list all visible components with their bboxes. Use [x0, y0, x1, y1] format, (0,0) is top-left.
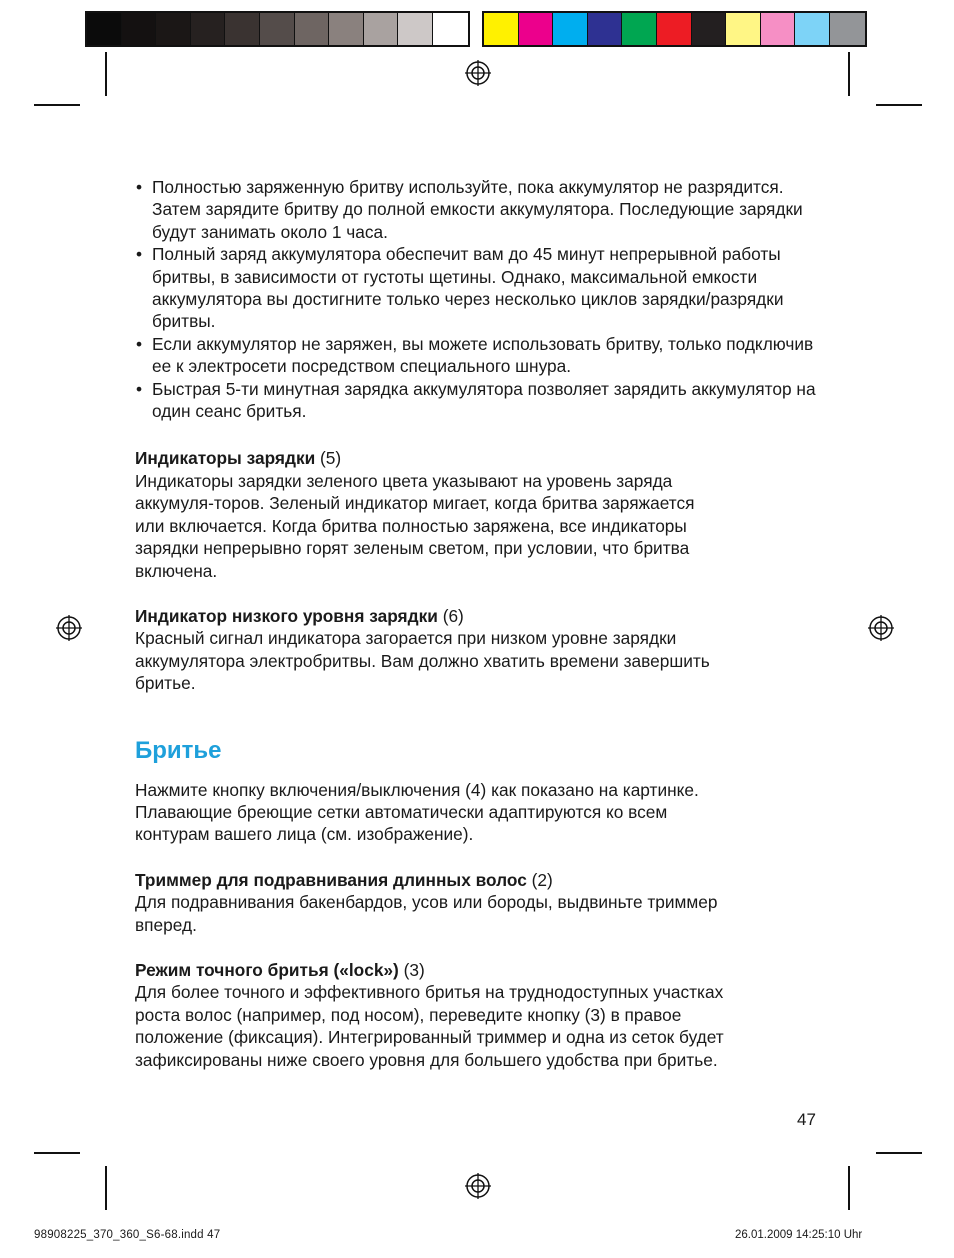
- calibration-swatch: [692, 13, 727, 45]
- lock-mode-section: [135, 959, 825, 1071]
- calibration-swatch: [225, 13, 260, 45]
- slug-datetime: 26.01.2009 14:25:10 Uhr: [735, 1229, 863, 1241]
- calibration-swatch: [191, 13, 226, 45]
- bullet-icon: •: [136, 333, 143, 354]
- calibration-swatch: [484, 13, 519, 45]
- calibration-swatch: [726, 13, 761, 45]
- shaving-heading: Бритье: [135, 736, 222, 764]
- crop-mark-top-left-h: [34, 104, 80, 106]
- slug-filename: 98908225_370_360_S6-68.indd 47: [34, 1229, 221, 1241]
- paragraph-line: аккумуля-торов. Зеленый индикатор мигает, когда бритва заряжается: [135, 493, 695, 514]
- paragraph-line: Красный сигнал индикатора загорается при низком уровне зарядки: [135, 628, 677, 649]
- calibration-swatch: [795, 13, 830, 45]
- calibration-swatch: [553, 13, 588, 45]
- shaving-section: [135, 779, 825, 846]
- calibration-swatch: [830, 13, 865, 45]
- calibration-swatch: [622, 13, 657, 45]
- paragraph-line: Плавающие бреющие сетки автоматически адаптируются ко всем: [135, 801, 668, 822]
- calibration-swatch: [588, 13, 623, 45]
- crop-mark-bottom-right-v: [848, 1166, 850, 1210]
- bullet-icon: •: [136, 378, 143, 399]
- crop-mark-bottom-left-v: [105, 1166, 107, 1210]
- charge-indicators-section: [135, 447, 825, 581]
- registration-mark-left-icon: [56, 615, 82, 641]
- paragraph-line: Для более точного и эффективного бритья на труднодоступных участках: [135, 982, 724, 1003]
- calibration-swatch: [398, 13, 433, 45]
- registration-mark-right-icon: [868, 615, 894, 641]
- calibration-swatch: [657, 13, 692, 45]
- calibration-swatch: [295, 13, 330, 45]
- paragraph-line: положение (фиксация). Интегрированный триммер и одна из сеток будет: [135, 1027, 724, 1048]
- calibration-swatch: [329, 13, 364, 45]
- paragraph-line: зафиксированы ниже своего уровня для большего удобства при бритье.: [135, 1049, 718, 1070]
- registration-mark-bottom-icon: [465, 1173, 491, 1199]
- page-number: 47: [797, 1110, 816, 1129]
- section-title: Индикаторы зарядки (5): [135, 448, 342, 469]
- low-charge-section: [135, 605, 825, 695]
- paragraph-line: аккумулятора электробритвы. Вам должно хватить времени завершить: [135, 650, 710, 671]
- paragraph-line: роста волос (например, под носом), переведите кнопку (3) в правое: [135, 1004, 682, 1025]
- paragraph-line: или включается. Когда бритва полностью заряжена, все индикаторы: [135, 515, 687, 536]
- list-item: • Если аккумулятор не заряжен, вы можете использовать бритву, только подключив ее к электросети посредством специального шнура.: [136, 333, 814, 377]
- paragraph-line: Нажмите кнопку включения/выключения (4) как показано на картинке.: [135, 779, 699, 800]
- crop-mark-top-right-h: [876, 104, 922, 106]
- charging-tips-list: [135, 176, 825, 422]
- calibration-swatch: [364, 13, 399, 45]
- calibration-swatch: [260, 13, 295, 45]
- paragraph-line: Индикаторы зарядки зеленого цвета указывают на уровень заряда: [135, 470, 673, 491]
- page-content: [135, 176, 825, 1071]
- list-item: • Полностью заряженную бритву используйте, пока аккумулятор не разрядится. Затем зарядите бритву до полной емкости аккумулятора. Последующие зарядки будут занимать около 1 часа.: [136, 177, 803, 242]
- paragraph-line: зарядки непрерывно горят зеленым светом, при условии, что бритва: [135, 538, 690, 559]
- paragraph-line: Для подравнивания бакенбардов, усов или бороды, выдвиньте триммер: [135, 892, 718, 913]
- bullet-icon: •: [136, 177, 143, 197]
- calibration-swatch: [761, 13, 796, 45]
- calibration-swatch: [519, 13, 554, 45]
- section-title: Режим точного бритья («lock») (3): [135, 959, 425, 980]
- calibration-swatch: [433, 13, 468, 45]
- bullet-icon: •: [136, 244, 143, 265]
- paragraph-line: вперед.: [135, 914, 197, 935]
- registration-mark-top-icon: [465, 60, 491, 86]
- crop-mark-bottom-left-h: [34, 1152, 80, 1154]
- section-title: Триммер для подравнивания длинных волос (2): [135, 869, 553, 890]
- paragraph-line: бритье.: [135, 673, 196, 694]
- color-calibration-bar: [482, 11, 867, 47]
- section-title: Индикатор низкого уровня зарядки (6): [135, 605, 464, 626]
- trimmer-section: [135, 869, 825, 936]
- list-item: • Полный заряд аккумулятора обеспечит вам до 45 минут непрерывной работы бритвы, в зависимости от густоты щетины. Однако, максимальной емкости аккумулятора вы достигните только через несколько циклов зарядки/разрядки бритвы.: [136, 244, 784, 332]
- list-item: • Быстрая 5-ти минутная зарядка аккумулятора позволяет зарядить аккумулятор на один сеанс бритья.: [136, 378, 816, 422]
- paragraph-line: включена.: [135, 560, 218, 581]
- crop-mark-bottom-right-h: [876, 1152, 922, 1154]
- calibration-swatch: [122, 13, 157, 45]
- calibration-swatch: [156, 13, 191, 45]
- crop-mark-top-left-v: [105, 52, 107, 96]
- grayscale-calibration-bar: [85, 11, 470, 47]
- crop-mark-top-right-v: [848, 52, 850, 96]
- paragraph-line: контурам вашего лица (см. изображение).: [135, 824, 474, 845]
- calibration-swatch: [87, 13, 122, 45]
